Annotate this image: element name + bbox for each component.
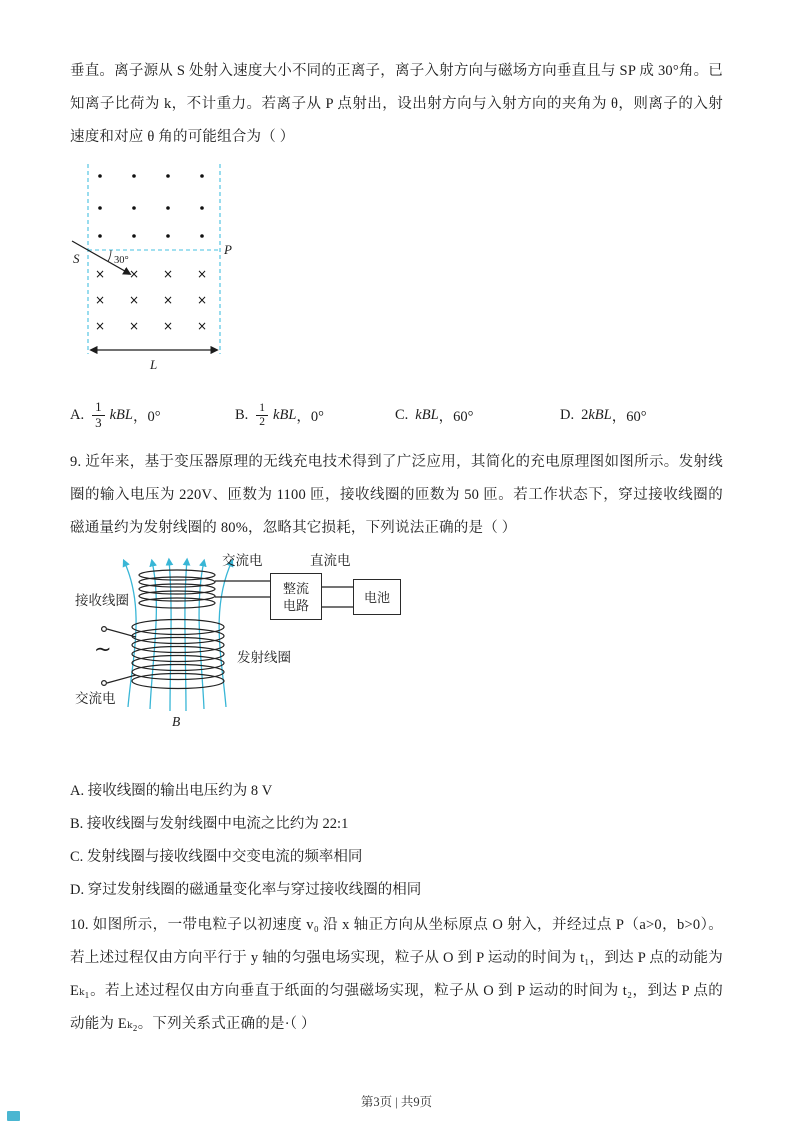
fraction: $\frac{1}{3}$ — [92, 400, 105, 430]
q8-option-c: C. kBL ，60° — [395, 406, 474, 425]
svg-text:×: × — [94, 319, 106, 333]
rectifier-box: 整流电路 — [270, 573, 322, 620]
svg-text:×: × — [128, 267, 140, 281]
ac-source-label: 交流电 — [75, 691, 116, 706]
option-label: D. — [560, 406, 575, 423]
q8-option-a: A. $\frac{1}{3}$ kBL ，0° — [70, 399, 161, 430]
svg-text:×: × — [196, 267, 208, 281]
q10-stem: 10. 如图所示，一带电粒子以初速度 v₀ 沿 x 轴正方向从坐标原点 O 射入，并经过点 P（a>0，b>0）。若上述过程仅由方向平行于 y 轴的匀强电场实现，粒子从 O 到 P 运动的时间为 t₁，到达 P 点的动能为 Eₖ₁。若上述过程仅由方向垂直于纸面的匀强磁场实现，粒子从 O 到 P 运动的时间为 t₂，到达 P 点的动能为 Eₖ₂。下列关系式正确的是·（ ） — [70, 917, 723, 1032]
q8-option-b: B. $\frac{1}{2}$ kBL ，0° — [235, 401, 324, 428]
svg-text:×: × — [128, 319, 140, 333]
svg-text:×: × — [94, 267, 106, 281]
svg-text:×: × — [162, 319, 174, 333]
q8-option-d: D. 2 kBL ，60° — [560, 406, 647, 425]
fraction: $\frac{1}{2}$ — [256, 402, 268, 428]
q9-option-b: B. 接收线圈与发射线圈中电流之比约为 22:1 — [70, 816, 349, 832]
dc-wire-label: 直流电 — [310, 553, 351, 568]
svg-text:×: × — [94, 293, 106, 307]
point-p-label: P — [224, 242, 232, 257]
receiving-coil-label: 接收线圈 — [75, 593, 129, 608]
field-in-crosses — [95, 267, 207, 333]
page-footer: 第3页 | 共9页 — [360, 1095, 433, 1109]
q9-option-c: C. 发射线圈与接收线圈中交变电流的频率相同 — [70, 849, 363, 865]
length-label: L — [150, 357, 158, 372]
q9-circuit-diagram — [70, 549, 723, 747]
option-label: C. — [395, 406, 409, 423]
svg-text:×: × — [196, 293, 208, 307]
q9-option-d: D. 穿过发射线圈的磁通量变化率与穿过接收线圈的相同 — [70, 882, 422, 898]
angle-arc — [108, 250, 111, 262]
point-s-label: S — [73, 251, 80, 266]
option-label: A. — [70, 406, 85, 423]
q9-options — [70, 775, 723, 907]
q9-option-a: A. 接收线圈的输出电压约为 8 V — [70, 783, 273, 799]
field-out-dots — [98, 174, 204, 238]
battery-box: 电池 — [353, 579, 401, 615]
q8-options-row — [70, 394, 723, 436]
transmitting-coil — [132, 620, 224, 689]
q8-stem: 垂直。离子源从 S 处射入速度大小不同的正离子，离子入射方向与磁场方向垂直且与 SP 成 30°角。已知离子比荷为 k，不计重力。若离子从 P 点射出，设出射方向与入射方向的夹角为 θ，则离子的入射速度和对应 θ 角的可能组合为（ ） — [70, 63, 723, 145]
svg-text:×: × — [162, 293, 174, 307]
corner-watermark — [7, 1111, 20, 1121]
svg-text:×: × — [196, 319, 208, 333]
field-region-svg — [70, 162, 250, 374]
field-b-label: B — [172, 714, 181, 729]
ac-wire-label: 交流电 — [222, 553, 263, 568]
q9-stem: 9. 近年来，基于变压器原理的无线充电技术得到了广泛应用，其简化的充电原理图如图所示。发射线圈的输入电压为 220V、匝数为 1100 匝，接收线圈的匝数为 50 匝。若工作状态下，穿过接收线圈的磁通量约为发射线圈的 80%，忽略其它损耗，下列说法正确的是（ ） — [70, 454, 723, 536]
angle-label: 30° — [114, 255, 129, 266]
receiving-coil — [139, 570, 215, 608]
transmitting-coil-label: 发射线圈 — [237, 650, 291, 665]
option-label: B. — [235, 406, 249, 423]
svg-text:×: × — [162, 267, 174, 281]
ac-source-symbol: ~ — [94, 637, 112, 661]
svg-text:×: × — [128, 293, 140, 307]
q8-field-diagram — [70, 162, 723, 374]
